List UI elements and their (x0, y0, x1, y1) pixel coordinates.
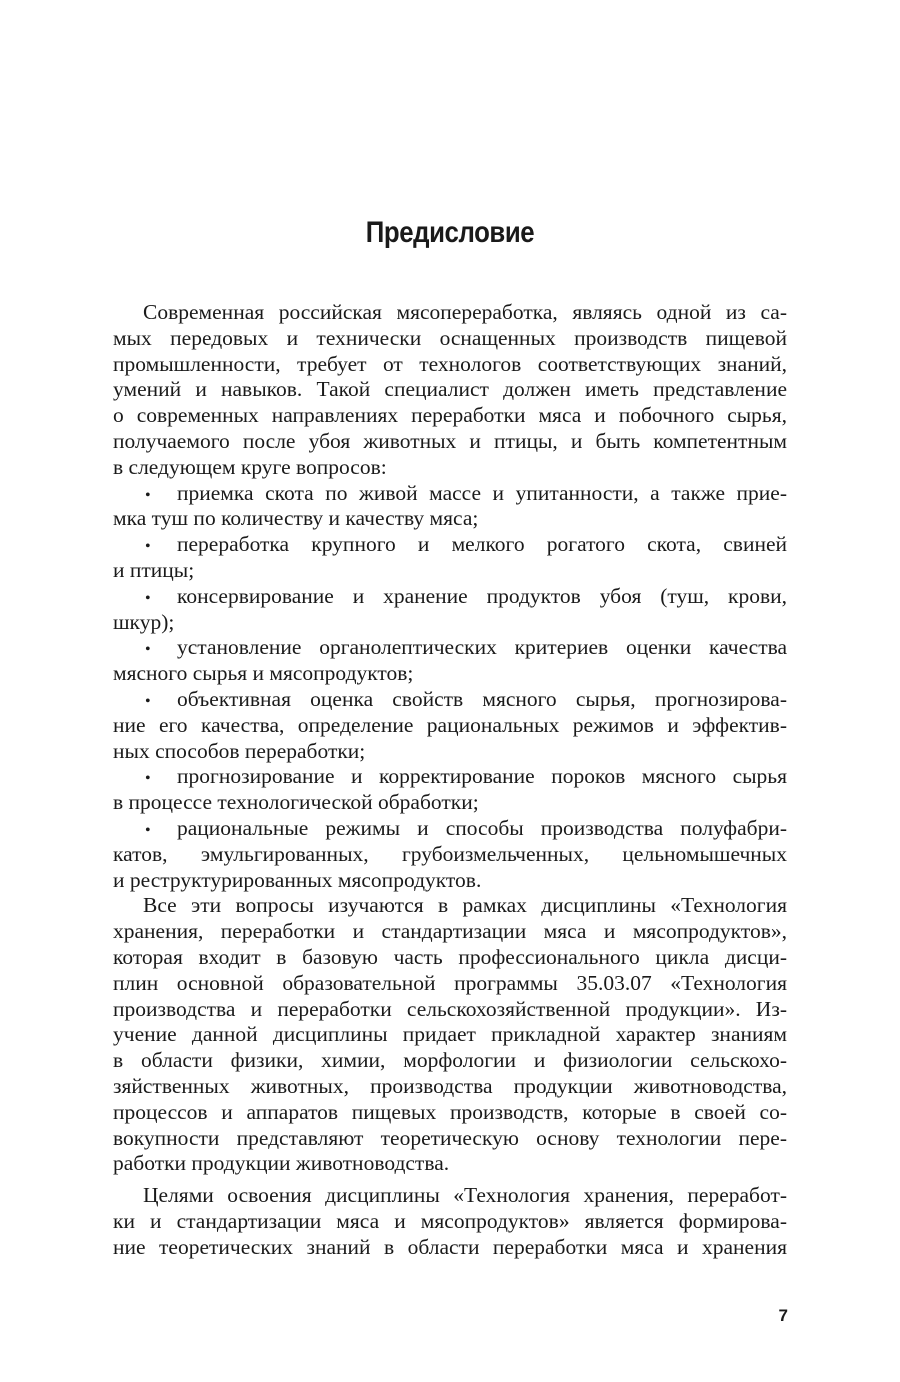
bullet-first-line: объективная оценка свойств мясного сырья, прогнозирова- (177, 686, 787, 711)
text-line: которая входит в базовую часть профессионального цикла дисци- (113, 944, 787, 969)
bullet-first-line: переработка крупного и мелкого рогатого скота, свиней (177, 532, 787, 557)
text-line: плин основной образовательной программы 35.03.07 «Технология (113, 970, 787, 995)
text-line: Все эти вопросы изучаются в рамках дисциплины «Технология (143, 893, 787, 918)
bullet-first-line: прогнозирование и корректирование пороков мясного сырья (177, 764, 787, 789)
bullet-first-line: рациональные режимы и способы производства полуфабри- (177, 815, 787, 840)
text-line: Современная российская мясопереработка, являясь одной из са- (143, 300, 787, 324)
bullet-icon: • (145, 641, 151, 659)
body-text (113, 300, 787, 1260)
text-line: катов, эмульгированных, грубоизмельченных, цельномышечных (113, 841, 787, 866)
text-line: в области физики, химии, морфологии и физиологии сельскохо- (113, 1048, 787, 1073)
text-line: мых передовых и технически оснащенных производств пищевой (113, 325, 787, 350)
discipline-paragraph (113, 893, 787, 1177)
text-line: и реструктурированных мясопродуктов. (113, 867, 482, 892)
text-line: Целями освоения дисциплины «Технология хранения, переработ- (143, 1183, 787, 1208)
bullet-first-line: установление органолептических критериев оценки качества (177, 635, 787, 660)
text-line: процессов и аппаратов пищевых производств, которые в своей со- (113, 1099, 787, 1124)
text-line: производства и переработки сельскохозяйственной продукции». Из- (113, 996, 787, 1021)
text-line: ки и стандартизации мяса и мясопродуктов» является формирова- (113, 1208, 787, 1233)
text-line: умений и навыков. Такой специалист должен иметь представление (113, 377, 787, 402)
text-line: о современных направлениях переработки мяса и побочного сырья, (113, 403, 787, 428)
bullet-icon: • (145, 486, 151, 504)
bullet-item (113, 481, 787, 533)
bullet-icon: • (145, 589, 151, 607)
bullet-icon: • (145, 692, 151, 710)
bullet-icon: • (145, 770, 151, 788)
text-line: зяйственных животных, производства продукции животноводства, (113, 1073, 787, 1098)
bullet-item (113, 816, 787, 893)
bullet-icon: • (145, 821, 151, 839)
text-line: ние теоретических знаний в области переработки мяса и хранения (113, 1234, 787, 1259)
bullet-icon: • (145, 538, 151, 556)
bullet-item (113, 584, 787, 636)
bullet-list (113, 481, 787, 894)
text-line: хранения, переработки и стандартизации мяса и мясопродуктов», (113, 919, 787, 944)
bullet-first-line: приемка скота по живой массе и упитанности, а также прие- (177, 480, 787, 505)
text-line: вокупности представляют теоретическую основу технологии пере- (113, 1125, 787, 1150)
bullet-first-line: консервирование и хранение продуктов убоя (туш, крови, (177, 583, 787, 608)
text-line: в процессе технологической обработки; (113, 790, 479, 815)
bullet-item (113, 687, 787, 764)
text-line: ние его качества, определение рациональных режимов и эффектив- (113, 712, 787, 737)
text-line: в следующем круге вопросов: (113, 454, 387, 479)
intro-paragraph (113, 300, 787, 481)
text-line: промышленности, требует от технологов соответствующих знаний, (113, 351, 787, 376)
text-line: мясного сырья и мясопродуктов; (113, 661, 414, 686)
page-number: 7 (778, 1306, 788, 1325)
bullet-item (113, 532, 787, 584)
goals-paragraph (113, 1183, 787, 1260)
text-line: и птицы; (113, 557, 195, 582)
text-line: ных способов переработки; (113, 738, 366, 763)
text-line: получаемого после убоя животных и птицы, и быть компетентным (113, 428, 787, 453)
bullet-item (113, 635, 787, 687)
text-line: шкур); (113, 609, 175, 634)
page-title: Предисловие (365, 216, 535, 249)
bullet-item (113, 764, 787, 816)
text-line: мка туш по количеству и качеству мяса; (113, 506, 479, 531)
text-line: учение данной дисциплины придает прикладной характер знаниям (113, 1022, 787, 1047)
text-line: работки продукции животноводства. (113, 1151, 450, 1176)
